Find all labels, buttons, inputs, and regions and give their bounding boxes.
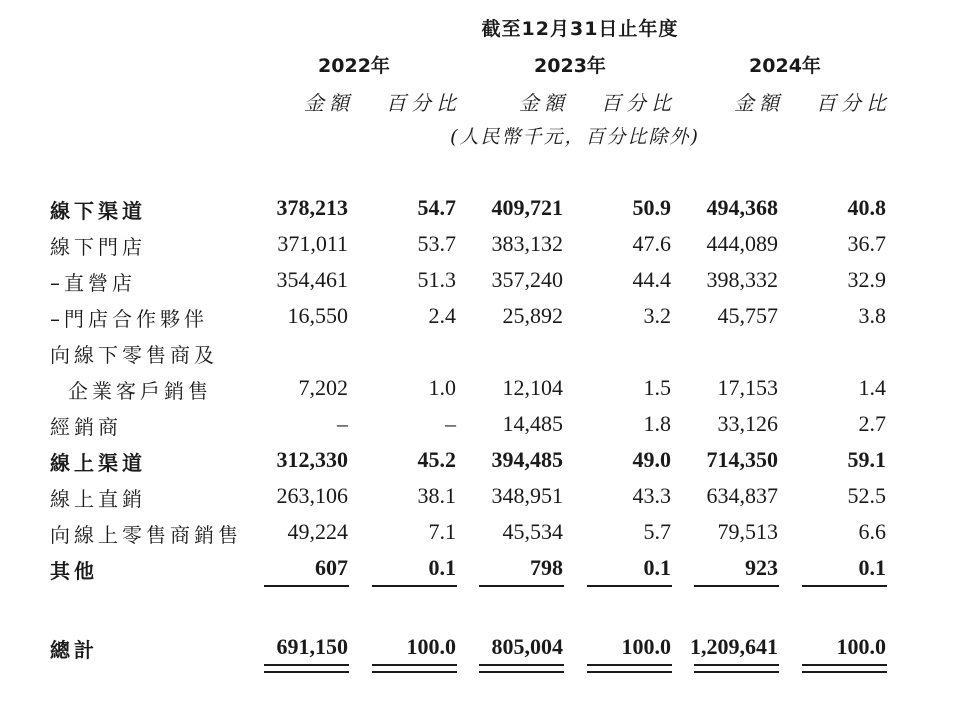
percent-2024: 0.1 [858, 555, 886, 580]
subtotal-rule [372, 585, 457, 587]
amount-2023: 12,104 [502, 375, 563, 400]
amount-header-2024: 金額 [734, 91, 784, 115]
percent-2022: 1.0 [428, 375, 456, 400]
total-amount-2023: 805,004 [491, 634, 563, 659]
total-percent-2022: 100.0 [406, 634, 456, 659]
percent-2022: 7.1 [428, 519, 456, 544]
percent-2023: 1.5 [643, 375, 671, 400]
amount-2023: 357,240 [491, 267, 563, 292]
total-amount-2024: 1,209,641 [690, 634, 778, 659]
amount-2023: 798 [530, 555, 563, 580]
percent-2024: 59.1 [847, 447, 886, 472]
table-row [0, 339, 960, 375]
percent-2023: 49.0 [632, 447, 671, 472]
percent-header-2022: 百分比 [386, 91, 461, 115]
percent-2022: 0.1 [428, 555, 456, 580]
amount-2024: 444,089 [706, 231, 778, 256]
total-double-rule [372, 664, 457, 673]
amount-2024: 17,153 [717, 375, 778, 400]
amount-2022: 7,202 [298, 375, 348, 400]
percent-2024: 52.5 [847, 483, 886, 508]
year-2022-header: 2022年 [318, 55, 390, 77]
amount-2023: 25,892 [502, 303, 563, 328]
percent-2024: 32.9 [847, 267, 886, 292]
percent-2023: 1.8 [643, 411, 671, 436]
amount-2022: – [337, 411, 348, 436]
amount-2024: 714,350 [706, 447, 778, 472]
row-label: –直營店 [50, 271, 136, 295]
percent-2022: 54.7 [417, 195, 456, 220]
amount-2024: 923 [745, 555, 778, 580]
amount-2022: 607 [315, 555, 348, 580]
total-double-rule [264, 664, 349, 673]
amount-2023: 348,951 [491, 483, 563, 508]
subtotal-rule [802, 585, 887, 587]
total-double-rule [587, 664, 672, 673]
amount-2022: 49,224 [287, 519, 348, 544]
table-row [0, 195, 960, 231]
percent-2022: 51.3 [417, 267, 456, 292]
amount-2023: 394,485 [491, 447, 563, 472]
row-label: 線下渠道 [50, 199, 146, 223]
amount-2022: 371,011 [277, 231, 348, 256]
percent-2024: 3.8 [858, 303, 886, 328]
percent-2023: 43.3 [632, 483, 671, 508]
year-2024-header: 2024年 [749, 55, 821, 77]
row-label: 經銷商 [50, 415, 122, 439]
table-row [0, 231, 960, 267]
percent-2023: 44.4 [632, 267, 671, 292]
amount-2024: 494,368 [706, 195, 778, 220]
row-label: –門店合作夥伴 [50, 307, 208, 331]
amount-2024: 398,332 [706, 267, 778, 292]
amount-2024: 45,757 [717, 303, 778, 328]
row-label: 企業客戶銷售 [68, 379, 212, 403]
subtotal-rule [587, 585, 672, 587]
percent-2024: 36.7 [847, 231, 886, 256]
total-amount-2022: 691,150 [276, 634, 348, 659]
amount-2023: 14,485 [502, 411, 563, 436]
row-label: 線上渠道 [50, 451, 146, 475]
amount-2023: 45,534 [502, 519, 563, 544]
row-label: 向線上零售商銷售 [50, 523, 242, 547]
amount-2022: 312,330 [276, 447, 348, 472]
percent-2023: 0.1 [643, 555, 671, 580]
year-2023-header: 2023年 [534, 55, 606, 77]
table-row [0, 375, 960, 411]
percent-2024: 1.4 [858, 375, 886, 400]
total-double-rule [694, 664, 779, 673]
amount-2022: 263,106 [276, 483, 348, 508]
table-row [0, 303, 960, 339]
table-row [0, 483, 960, 519]
amount-header-2023: 金額 [519, 91, 569, 115]
percent-2022: 45.2 [417, 447, 456, 472]
table-row [0, 411, 960, 447]
amount-2024: 634,837 [706, 483, 778, 508]
table-row [0, 267, 960, 303]
table-row [0, 519, 960, 555]
amount-2023: 383,132 [491, 231, 563, 256]
percent-2023: 5.7 [643, 519, 671, 544]
percent-2024: 2.7 [858, 411, 886, 436]
amount-2022: 378,213 [276, 195, 348, 220]
percent-2024: 40.8 [847, 195, 886, 220]
percent-2022: 2.4 [428, 303, 456, 328]
percent-2022: – [445, 411, 456, 436]
amount-2022: 354,461 [276, 267, 348, 292]
row-label: 線下門店 [50, 235, 146, 259]
amount-2024: 79,513 [717, 519, 778, 544]
amount-2022: 16,550 [287, 303, 348, 328]
percent-2023: 3.2 [643, 303, 671, 328]
period-heading: 截至12月31日止年度 [481, 18, 679, 40]
percent-header-2023: 百分比 [601, 91, 676, 115]
subtotal-rule [694, 585, 779, 587]
subtotal-rule [264, 585, 349, 587]
subtotal-rule [479, 585, 564, 587]
percent-2022: 38.1 [417, 483, 456, 508]
amount-2023: 409,721 [491, 195, 563, 220]
total-label: 總計 [50, 638, 98, 662]
unit-note: (人民幣千元，百分比除外) [450, 126, 700, 148]
percent-2024: 6.6 [858, 519, 886, 544]
amount-2024: 33,126 [717, 411, 778, 436]
total-percent-2024: 100.0 [836, 634, 886, 659]
amount-header-2022: 金額 [304, 91, 354, 115]
percent-2022: 53.7 [417, 231, 456, 256]
row-label: 其他 [50, 559, 98, 583]
percent-header-2024: 百分比 [816, 91, 891, 115]
total-percent-2023: 100.0 [621, 634, 671, 659]
row-label: 線上直銷 [50, 487, 146, 511]
total-double-rule [479, 664, 564, 673]
table-row [0, 447, 960, 483]
row-label: 向線下零售商及 [50, 343, 218, 367]
percent-2023: 50.9 [632, 195, 671, 220]
percent-2023: 47.6 [632, 231, 671, 256]
total-double-rule [802, 664, 887, 673]
